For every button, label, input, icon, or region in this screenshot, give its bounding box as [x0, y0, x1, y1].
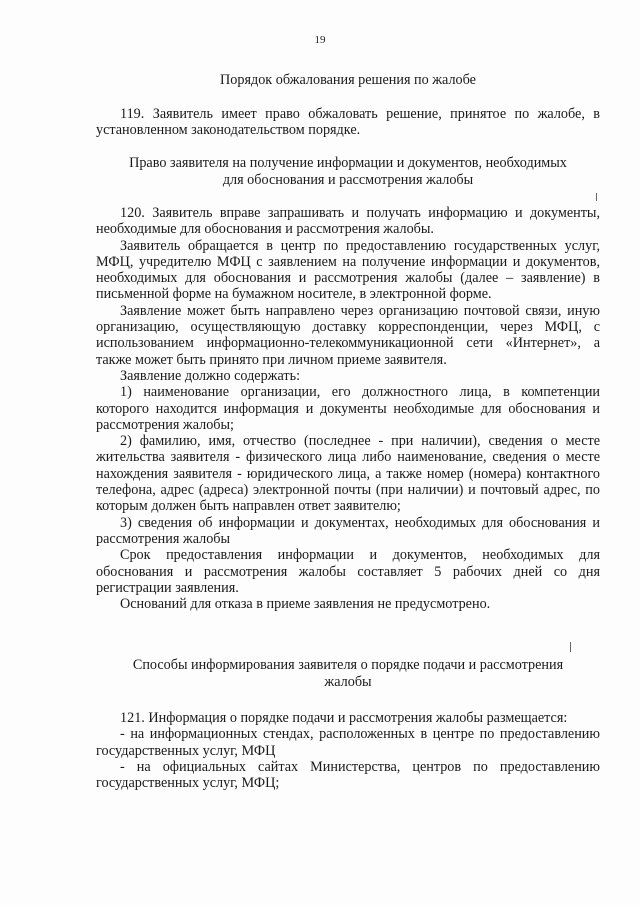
paragraph: 120. Заявитель вправе запрашивать и получать информацию и документы, необходимые для обоснования и рассмотрения жалобы. [96, 205, 600, 238]
paragraph: Оснований для отказа в приеме заявления не предусмотрено. [120, 596, 491, 613]
scan-mark [596, 193, 597, 201]
heading-line: для обоснования и рассмотрения жалобы [222, 171, 474, 188]
heading-line: Способы информирования заявителя о порядке подачи и рассмотрения [132, 657, 564, 673]
scan-mark [570, 642, 571, 652]
paragraph: 121. Информация о порядке подачи и рассмотрения жалобы размещается: [120, 710, 568, 726]
paragraph: Заявление может быть направлено через организацию почтовой связи, иную организацию, осуществляющую доставку корреспонденции, через МФЦ, с использованием информационно-телекоммуникационной сети «Интернет», а также может быть принято при личном приеме заявителя. [96, 302, 600, 368]
section-heading [96, 657, 600, 691]
paragraph: 2) фамилию, имя, отчество (последнее - при наличии), сведения о месте жительства заявителя - физического лица либо наименование, сведения о месте нахождения заявителя - юридического лица, а также номер (номера) контактного телефона, адрес (адреса) электронной почты (при наличии) и почтовый адрес, по которым должен быть направлен ответ заявителю; [96, 433, 600, 515]
paragraph: - на официальных сайтах Министерства, центров по предоставлению государственных услуг, МФЦ; [96, 758, 600, 792]
paragraph: 119. Заявитель имеет право обжаловать решение, принятое по жалобе, в установленном законодательством порядке. [96, 106, 600, 139]
section-heading [96, 155, 600, 189]
heading-line: жалобы [324, 673, 372, 690]
paragraph: Заявитель обращается в центр по предоставлению государственных услуг, МФЦ, учредителю МФЦ с заявлением на получение информации и документов, необходимых для обоснования и рассмотрения жалобы (далее – заявление) в письменной форме на бумажном носителе, в электронной форме. [96, 237, 600, 303]
heading-line: Право заявителя на получение информации и документов, необходимых [129, 155, 567, 171]
paragraph: Срок предоставления информации и документов, необходимых для обоснования и рассмотрения жалобы составляет 5 рабочих дней со дня регистрации заявления. [96, 547, 600, 596]
section-body [96, 205, 600, 612]
page-number: 19 [314, 34, 326, 46]
paragraph: 3) сведения об информации и документах, необходимых для обоснования и рассмотрения жалобы [96, 514, 600, 547]
heading-line: Порядок обжалования решения по жалобе [220, 72, 476, 88]
paragraph: Заявление должно содержать: [120, 367, 301, 384]
section-body [96, 710, 600, 791]
section-heading [96, 72, 600, 89]
section-body [96, 106, 600, 139]
paragraph: 1) наименование организации, его должностного лица, в компетенции которого находится информация и документы необходимые для обоснования и рассмотрения жалобы; [96, 384, 600, 433]
paragraph: - на информационных стендах, расположенных в центре по предоставлению государственных услуг, МФЦ [96, 726, 600, 759]
